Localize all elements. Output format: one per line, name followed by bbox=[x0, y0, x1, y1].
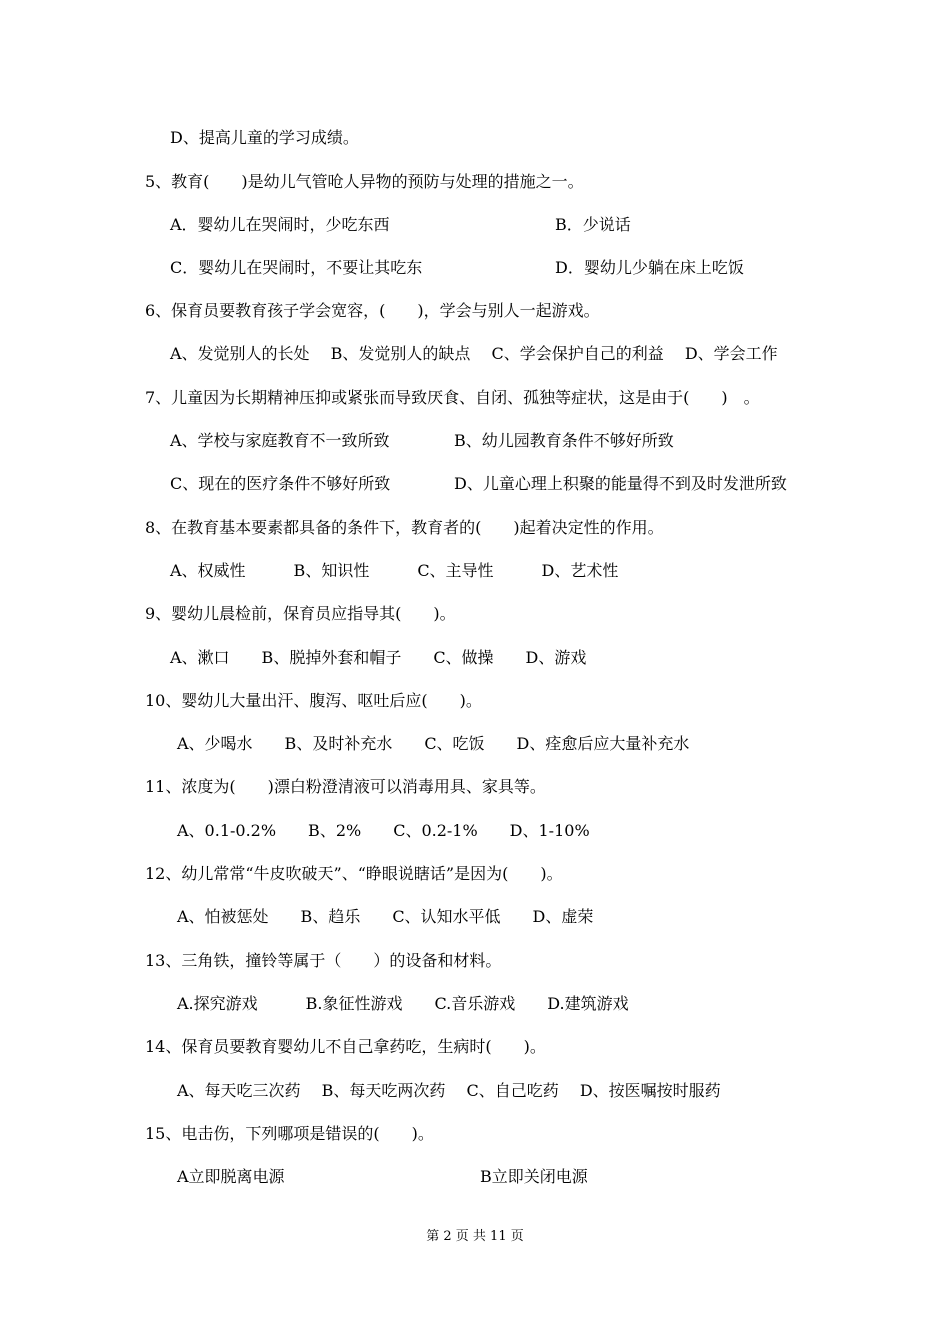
q13-options: A.探究游戏 B.象征性游戏 C.音乐游戏 D.建筑游戏 bbox=[177, 994, 629, 1013]
q8-question: 8、在教育基本要素都具备的条件下，教育者的( )起着决定性的作用。 bbox=[145, 518, 664, 537]
q7-option-d: D、儿童心理上积聚的能量得不到及时发泄所致 bbox=[454, 474, 787, 493]
q9-options: A、漱口 B、脱掉外套和帽子 C、做操 D、游戏 bbox=[170, 648, 587, 667]
q15-question: 15、电击伤，下列哪项是错误的( )。 bbox=[145, 1124, 434, 1143]
q13-question: 13、三角铁，撞铃等属于（ ）的设备和材料。 bbox=[145, 951, 502, 970]
q8-options: A、权威性 B、知识性 C、主导性 D、艺术性 bbox=[170, 561, 619, 580]
q5-option-c: C．婴幼儿在哭闹时，不要让其吃东 bbox=[170, 258, 423, 277]
q15-option-a: A立即脱离电源 bbox=[177, 1167, 285, 1186]
q9-question: 9、婴幼儿晨检前，保育员应指导其( )。 bbox=[145, 604, 456, 623]
q12-options: A、怕被惩处 B、趋乐 C、认知水平低 D、虚荣 bbox=[177, 907, 594, 926]
q4-option-d: D、提高儿童的学习成绩。 bbox=[170, 128, 359, 147]
q10-options: A、少喝水 B、及时补充水 C、吃饭 D、痊愈后应大量补充水 bbox=[177, 734, 690, 753]
page-number-footer: 第 2 页 共 11 页 bbox=[426, 1229, 524, 1244]
q14-question: 14、保育员要教育婴幼儿不自己拿药吃，生病时( )。 bbox=[145, 1037, 546, 1056]
q12-question: 12、幼儿常常“牛皮吹破天”、“睁眼说瞎话”是因为( )。 bbox=[145, 864, 563, 883]
q11-question: 11、浓度为( )漂白粉澄清液可以消毒用具、家具等。 bbox=[145, 777, 546, 796]
q7-option-c: C、现在的医疗条件不够好所致 bbox=[170, 474, 391, 493]
q10-question: 10、婴幼儿大量出汗、腹泻、呕吐后应( )。 bbox=[145, 691, 482, 710]
q15-option-b: B立即关闭电源 bbox=[480, 1167, 588, 1186]
q5-option-b: B．少说话 bbox=[555, 215, 631, 234]
q5-option-d: D．婴幼儿少躺在床上吃饭 bbox=[555, 258, 744, 277]
q7-option-b: B、幼儿园教育条件不够好所致 bbox=[454, 431, 674, 450]
q5-option-a: A．婴幼儿在哭闹时，少吃东西 bbox=[170, 215, 390, 234]
q11-options: A、0.1-0.2% B、2% C、0.2-1% D、1-10% bbox=[177, 821, 590, 840]
q14-options: A、每天吃三次药 B、每天吃两次药 C、自己吃药 D、按医嘱按时服药 bbox=[177, 1081, 721, 1100]
q7-option-a: A、学校与家庭教育不一致所致 bbox=[170, 431, 390, 450]
q6-options: A、发觉别人的长处 B、发觉别人的缺点 C、学会保护自己的利益 D、学会工作 bbox=[170, 344, 778, 363]
q5-question: 5、教育( )是幼儿气管呛人异物的预防与处理的措施之一。 bbox=[145, 172, 584, 191]
q7-question: 7、儿童因为长期精神压抑或紧张而导致厌食、自闭、孤独等症状，这是由于( ) 。 bbox=[145, 388, 760, 407]
q6-question: 6、保育员要教育孩子学会宽容，( )，学会与别人一起游戏。 bbox=[145, 301, 600, 320]
